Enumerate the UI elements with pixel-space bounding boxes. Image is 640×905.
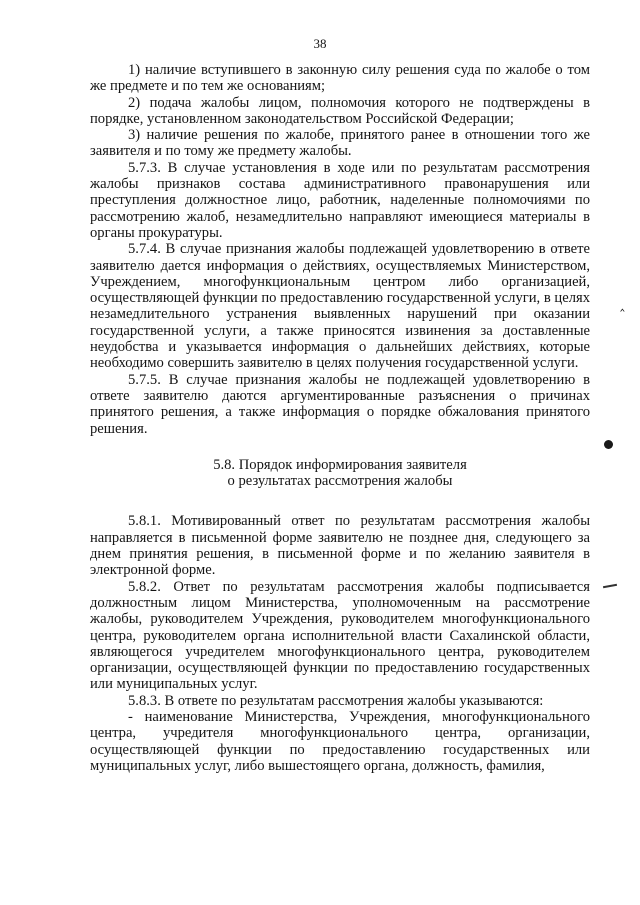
section-heading-line-2: о результатах рассмотрения жалобы [227,473,453,490]
paragraph-basis-3: 3) наличие решения по жалобе, принятого ранее в отношении того же заявителя и по тому же предмету жалобы. [90,127,590,160]
document-body [90,62,590,774]
paragraph-basis-2: 2) подача жалобы лицом, полномочия которого не подтверждены в порядке, установленном законодательством Российской Федерации; [90,94,590,127]
paragraph-5-7-5: 5.7.5. В случае признания жалобы не подлежащей удовлетворению в ответе заявителю даются аргументированные разъяснения о причинах принятого решения, а также информация о порядке обжалования принятого решения. [90,371,590,437]
paragraph-5-8-1: 5.8.1. Мотивированный ответ по результатам рассмотрения жалобы направляется в письменной форме заявителю не позднее дня, следующего за днем принятия решения, в письменной форме и по желанию заявителя в электронной форме. [90,513,590,579]
paragraph-5-8-3-item: - наименование Министерства, Учреждения, многофункционального центра, учредителя многофункционального центра, организации, осуществляющей функции по предоставлению государственных или муниципальных услуг, либо вышестоящего органа, должность, фамилия, [90,708,590,774]
paragraph-5-7-4: 5.7.4. В случае признания жалобы подлежащей удовлетворению в ответе заявителю дается информация о действиях, осуществляемых Министерством, Учреждением, многофункциональным центром либо организацией, осуществляющей функции по предоставлению государственной услуги, в целях незамедлительного устранения выявленных нарушений при оказании государственной услуги, а также приносятся извинения за доставленные неудобства и указывается информация о дальнейших действиях, которые необходимо совершить заявителю в целях получения государственной услуги. [90,241,590,372]
scan-tick-mark-icon [603,584,617,588]
scan-dot-mark-icon [604,440,613,449]
page-number: 38 [313,36,327,51]
scan-caret-mark-icon: ‸ [620,296,625,312]
paragraph-5-7-3: 5.7.3. В случае установления в ходе или по результатам рассмотрения жалобы признаков состава административного правонарушения или преступления должностное лицо, работник, наделенные полномочиями по рассмотрению жалоб, незамедлительно направляют имеющиеся материалы в органы прокуратуры. [90,159,590,241]
paragraph-basis-1: 1) наличие вступившего в законную силу решения суда по жалобе о том же предмете и по тем же основаниям; [90,62,590,95]
paragraph-5-8-3: 5.8.3. В ответе по результатам рассмотрения жалобы указываются: [128,692,544,709]
paragraph-5-8-2: 5.8.2. Ответ по результатам рассмотрения жалобы подписывается должностным лицом Министерства, уполномоченным на рассмотрение жалобы, руководителем Учреждения, руководителем многофункционального центра, руководителем органа исполнительной власти Сахалинской области, являющегося учредителем многофункционального центра, руководителем организации, осуществляющей функции по предоставлению государственных или муниципальных услуг. [90,578,590,693]
section-heading-5-8 [90,457,590,490]
section-heading-line-1: 5.8. Порядок информирования заявителя [213,456,467,473]
